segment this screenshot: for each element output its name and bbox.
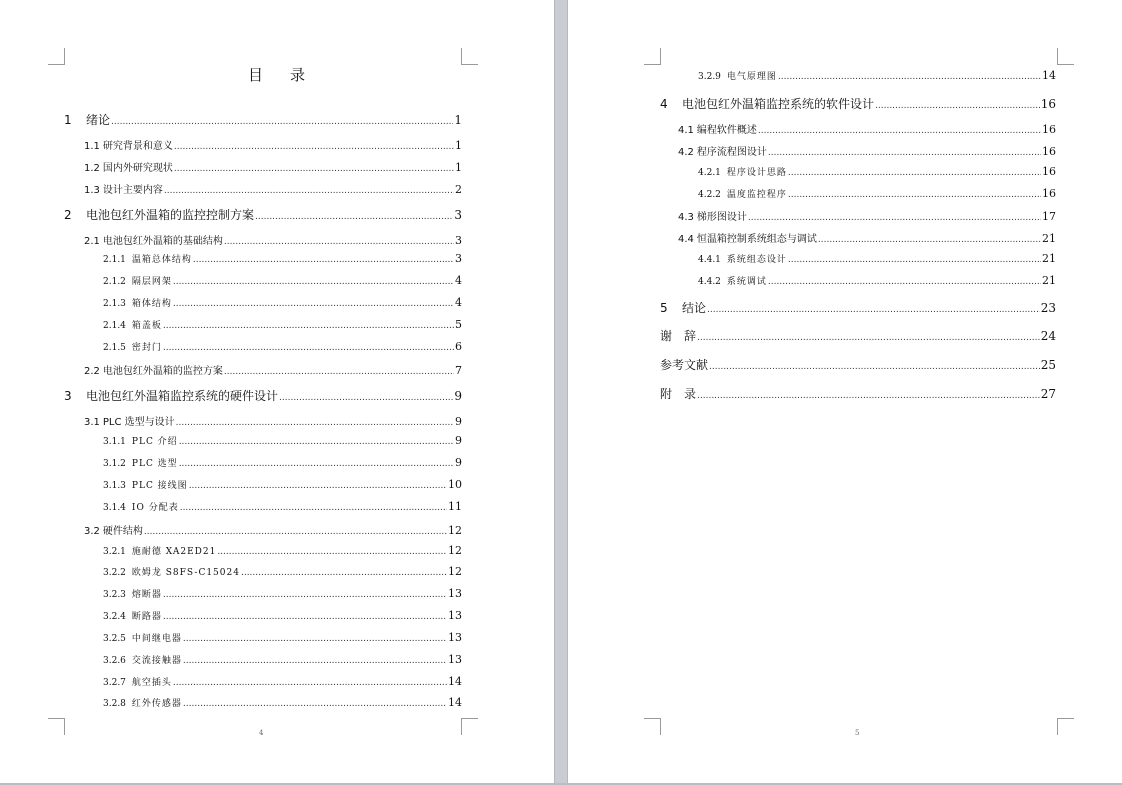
toc-dot-leader bbox=[707, 305, 1040, 315]
crop-mark-top-right bbox=[1057, 48, 1074, 65]
toc-dot-leader bbox=[173, 277, 454, 287]
toc-entry-title: 箱体结构 bbox=[131, 299, 172, 309]
toc-entry-title: 硬件结构 bbox=[102, 526, 143, 537]
toc-entry-page: 17 bbox=[1042, 210, 1056, 223]
toc-entry[interactable] bbox=[84, 137, 462, 152]
toc-entry-number: 4.2 bbox=[678, 147, 694, 158]
toc-entry-page: 13 bbox=[448, 609, 462, 622]
toc-entry[interactable] bbox=[64, 387, 462, 404]
toc-entry-page: 12 bbox=[448, 565, 462, 578]
toc-entry-page: 3 bbox=[455, 234, 462, 247]
toc-entry-title: 结论 bbox=[682, 301, 707, 315]
toc-dot-leader bbox=[697, 391, 1040, 401]
toc-entry-number: 3.2 bbox=[84, 526, 100, 537]
toc-entry-page: 4 bbox=[455, 274, 462, 287]
toc-entry-page: 12 bbox=[448, 544, 462, 557]
toc-entry-page: 21 bbox=[1042, 232, 1056, 245]
toc-entry[interactable] bbox=[103, 434, 462, 447]
toc-entry-title: 编程软件概述 bbox=[696, 125, 757, 136]
toc-dot-leader bbox=[255, 212, 453, 222]
crop-mark-bottom-left bbox=[644, 718, 661, 735]
toc-dot-leader bbox=[788, 255, 1041, 265]
toc-entry-number: 4.1 bbox=[678, 125, 694, 136]
toc-entry-title: 温度监控程序 bbox=[726, 190, 787, 200]
toc-entry-number: 4 bbox=[660, 97, 668, 111]
toc-entry[interactable] bbox=[103, 696, 462, 709]
toc-dot-leader bbox=[788, 190, 1041, 200]
toc-dot-leader bbox=[173, 678, 447, 688]
toc-entry-number: 4.4 bbox=[678, 234, 694, 245]
toc-entry-title: 恒温箱控制系统组态与调试 bbox=[696, 234, 817, 245]
toc-entry-page: 13 bbox=[448, 587, 462, 600]
toc-entry-number: 3.2.5 bbox=[103, 634, 126, 644]
toc-entry-page: 3 bbox=[454, 208, 462, 222]
toc-entry-page: 27 bbox=[1040, 387, 1056, 401]
toc-entry-title: 附 录 bbox=[660, 387, 697, 401]
toc-entry-number: 2.2 bbox=[84, 366, 100, 377]
toc-entry-page: 25 bbox=[1040, 358, 1056, 372]
toc-entry-number: 3.2.9 bbox=[698, 72, 721, 82]
toc-dot-leader bbox=[875, 101, 1040, 111]
toc-entry-number: 3.2.3 bbox=[103, 590, 126, 600]
toc-entry-page: 5 bbox=[455, 318, 462, 331]
toc-dot-leader bbox=[164, 186, 454, 196]
toc-entry-title: 密封门 bbox=[131, 343, 162, 353]
toc-entry[interactable] bbox=[84, 181, 462, 196]
crop-mark-bottom-right bbox=[1057, 718, 1074, 735]
toc-entry-title: 电池包红外温箱监控系统的软件设计 bbox=[682, 97, 875, 111]
toc-entry-title: 隔层网架 bbox=[131, 277, 172, 287]
toc-entry-number: 3.1.2 bbox=[103, 459, 126, 469]
toc-entry-page: 1 bbox=[455, 161, 462, 174]
toc-dot-leader bbox=[748, 213, 1041, 223]
toc-entry-title: 电池包红外温箱的基础结构 bbox=[102, 236, 223, 247]
toc-entry-number: 3.1 bbox=[84, 417, 100, 428]
toc-entry-title: 程序设计思路 bbox=[726, 168, 787, 178]
toc-entry-page: 3 bbox=[455, 252, 462, 265]
toc-entry-title: PLC 选型 bbox=[131, 459, 178, 469]
toc-entry-title: PLC 接线图 bbox=[131, 481, 188, 491]
toc-entry-number: 2.1.4 bbox=[103, 321, 126, 331]
toc-entry-number: 4.2.1 bbox=[698, 168, 721, 178]
toc-entry-page: 16 bbox=[1040, 97, 1056, 111]
toc-entry-number: 3.2.7 bbox=[103, 678, 126, 688]
toc-entry[interactable] bbox=[660, 327, 1056, 344]
toc-entry-title: 电气原理图 bbox=[726, 72, 777, 82]
toc-entry-number: 2.1 bbox=[84, 236, 100, 247]
toc-dot-leader bbox=[174, 142, 454, 152]
toc-entry[interactable] bbox=[103, 456, 462, 469]
toc-entry-number: 3.1.4 bbox=[103, 503, 126, 513]
toc-entry-number: 4.4.2 bbox=[698, 277, 721, 287]
toc-dot-leader bbox=[174, 164, 454, 174]
toc-entry-title: 航空插头 bbox=[131, 678, 172, 688]
toc-entry-title: 欧姆龙 S8FS-C15024 bbox=[131, 568, 240, 578]
toc-entry[interactable] bbox=[84, 522, 462, 537]
toc-entry[interactable] bbox=[84, 413, 462, 428]
page-number: 4 bbox=[259, 729, 264, 737]
toc-dot-leader bbox=[193, 255, 454, 265]
toc-dot-leader bbox=[778, 72, 1041, 82]
toc-dot-leader bbox=[163, 590, 447, 600]
toc-entry-page: 11 bbox=[448, 500, 462, 513]
toc-entry[interactable] bbox=[103, 565, 462, 578]
toc-dot-leader bbox=[180, 503, 447, 513]
page-number: 5 bbox=[855, 729, 860, 737]
toc-entry[interactable] bbox=[660, 356, 1056, 373]
document-page-right bbox=[568, 0, 1122, 783]
toc-entry-number: 1 bbox=[64, 113, 72, 127]
toc-dot-leader bbox=[179, 459, 454, 469]
toc-entry-title: 程序流程图设计 bbox=[696, 147, 767, 158]
toc-dot-leader bbox=[758, 126, 1041, 136]
toc-entry-number: 2 bbox=[64, 208, 72, 222]
toc-entry[interactable] bbox=[678, 143, 1056, 158]
toc-entry-number: 3 bbox=[64, 389, 72, 403]
crop-mark-top-left bbox=[48, 48, 65, 65]
toc-entry-title: 交流接触器 bbox=[131, 656, 182, 666]
toc-entry[interactable] bbox=[103, 653, 462, 666]
toc-entry-title: 谢 辞 bbox=[660, 329, 697, 343]
toc-entry-title: 断路器 bbox=[131, 612, 162, 622]
toc-entry-page: 24 bbox=[1040, 329, 1056, 343]
toc-entry-page: 9 bbox=[455, 415, 462, 428]
toc-dot-leader bbox=[224, 367, 454, 377]
toc-entry[interactable] bbox=[678, 230, 1056, 245]
toc-entry-page: 1 bbox=[454, 113, 462, 127]
toc-entry-title: 国内外研究现状 bbox=[102, 163, 173, 174]
toc-dot-leader bbox=[176, 418, 454, 428]
toc-entry-title: 温箱总体结构 bbox=[131, 255, 192, 265]
toc-entry[interactable] bbox=[660, 385, 1056, 402]
toc-entry[interactable] bbox=[103, 500, 462, 513]
toc-entry-page: 21 bbox=[1042, 252, 1056, 265]
toc-entry-title: 研究背景和意义 bbox=[102, 141, 173, 152]
toc-dot-leader bbox=[217, 547, 447, 557]
toc-entry-title: 电池包红外温箱的监控控制方案 bbox=[86, 208, 255, 222]
toc-entry[interactable] bbox=[103, 274, 462, 287]
toc-dot-leader bbox=[179, 437, 454, 447]
toc-entry-number: 3.2.8 bbox=[103, 699, 126, 709]
toc-entry[interactable] bbox=[103, 609, 462, 622]
toc-entry[interactable] bbox=[698, 69, 1056, 82]
toc-entry-title: PLC 介绍 bbox=[131, 437, 178, 447]
toc-entry-title: 梯形图设计 bbox=[696, 212, 747, 223]
toc-entry-number: 2.1.3 bbox=[103, 299, 126, 309]
toc-entry-number: 2.1.2 bbox=[103, 277, 126, 287]
toc-entry-page: 16 bbox=[1042, 123, 1056, 136]
toc-entry[interactable] bbox=[103, 318, 462, 331]
toc-entry[interactable] bbox=[84, 232, 462, 247]
toc-entry-number: 3.2.1 bbox=[103, 547, 126, 557]
toc-entry-title: IO 分配表 bbox=[131, 503, 179, 513]
toc-entry-number: 1.2 bbox=[84, 163, 100, 174]
toc-dot-leader bbox=[697, 333, 1040, 343]
toc-entry[interactable] bbox=[84, 362, 462, 377]
toc-dot-leader bbox=[163, 321, 454, 331]
toc-entry-title: 系统调试 bbox=[726, 277, 767, 287]
toc-entry[interactable] bbox=[660, 299, 1056, 316]
toc-entry[interactable] bbox=[103, 631, 462, 644]
toc-entry-page: 6 bbox=[455, 340, 462, 353]
toc-entry-title: 熔断器 bbox=[131, 590, 162, 600]
crop-mark-bottom-left bbox=[48, 718, 65, 735]
toc-entry-page: 9 bbox=[454, 389, 462, 403]
toc-entry-number: 4.3 bbox=[678, 212, 694, 223]
toc-dot-leader bbox=[279, 393, 453, 403]
toc-entry-title: 设计主要内容 bbox=[102, 185, 163, 196]
toc-entry-page: 9 bbox=[455, 456, 462, 469]
toc-entry-title: 电池包红外温箱监控系统的硬件设计 bbox=[86, 389, 279, 403]
toc-title bbox=[0, 64, 554, 85]
toc-entry[interactable] bbox=[103, 478, 462, 491]
toc-dot-leader bbox=[241, 568, 447, 578]
toc-entry-page: 10 bbox=[448, 478, 462, 491]
toc-entry-number: 3.2.6 bbox=[103, 656, 126, 666]
toc-dot-leader bbox=[183, 656, 447, 666]
toc-dot-leader bbox=[709, 362, 1040, 372]
document-page-left bbox=[0, 0, 554, 783]
toc-entry[interactable] bbox=[698, 187, 1056, 200]
toc-entry-title: 系统组态设计 bbox=[726, 255, 787, 265]
toc-entry-number: 4.2.2 bbox=[698, 190, 721, 200]
toc-entry-page: 16 bbox=[1042, 187, 1056, 200]
toc-entry-page: 4 bbox=[455, 296, 462, 309]
toc-dot-leader bbox=[224, 237, 454, 247]
toc-entry-page: 16 bbox=[1042, 145, 1056, 158]
toc-entry[interactable] bbox=[678, 121, 1056, 136]
toc-entry[interactable] bbox=[698, 274, 1056, 287]
toc-dot-leader bbox=[183, 634, 447, 644]
toc-entry[interactable] bbox=[64, 206, 462, 223]
toc-entry-page: 13 bbox=[448, 631, 462, 644]
toc-entry-page: 14 bbox=[448, 696, 462, 709]
toc-entry[interactable] bbox=[103, 252, 462, 265]
toc-entry[interactable] bbox=[103, 587, 462, 600]
toc-dot-leader bbox=[163, 612, 447, 622]
toc-dot-leader bbox=[183, 699, 447, 709]
toc-entry-page: 2 bbox=[455, 183, 462, 196]
toc-dot-leader bbox=[144, 527, 447, 537]
toc-entry-number: 5 bbox=[660, 301, 668, 315]
crop-mark-top-left bbox=[644, 48, 661, 65]
toc-entry-number: 4.4.1 bbox=[698, 255, 721, 265]
toc-entry-number: 3.2.2 bbox=[103, 568, 126, 578]
toc-title-char-2: 录 bbox=[290, 66, 307, 84]
toc-entry[interactable] bbox=[698, 252, 1056, 265]
toc-entry[interactable] bbox=[103, 340, 462, 353]
toc-entry-number: 3.2.4 bbox=[103, 612, 126, 622]
crop-mark-bottom-right bbox=[461, 718, 478, 735]
crop-mark-top-right bbox=[461, 48, 478, 65]
toc-entry[interactable] bbox=[103, 544, 462, 557]
toc-entry-page: 21 bbox=[1042, 274, 1056, 287]
toc-entry-number: 3.1.1 bbox=[103, 437, 126, 447]
toc-dot-leader bbox=[788, 168, 1041, 178]
toc-entry-page: 1 bbox=[455, 139, 462, 152]
toc-dot-leader bbox=[111, 117, 453, 127]
toc-entry-title: 红外传感器 bbox=[131, 699, 182, 709]
toc-entry-number: 1.3 bbox=[84, 185, 100, 196]
toc-dot-leader bbox=[768, 277, 1041, 287]
toc-entry-page: 23 bbox=[1040, 301, 1056, 315]
toc-entry-title: 参考文献 bbox=[660, 358, 709, 372]
toc-entry-page: 14 bbox=[1042, 69, 1056, 82]
toc-entry-page: 13 bbox=[448, 653, 462, 666]
toc-entry[interactable] bbox=[84, 159, 462, 174]
toc-entry-number: 3.1.3 bbox=[103, 481, 126, 491]
toc-entry[interactable] bbox=[660, 95, 1056, 112]
toc-dot-leader bbox=[189, 481, 447, 491]
page-gap bbox=[554, 0, 568, 785]
toc-entry[interactable] bbox=[698, 165, 1056, 178]
toc-entry-page: 14 bbox=[448, 675, 462, 688]
toc-entry-title: 中间继电器 bbox=[131, 634, 182, 644]
toc-title-char-1: 目 bbox=[247, 66, 264, 84]
toc-entry[interactable] bbox=[103, 296, 462, 309]
toc-entry-title: PLC 选型与设计 bbox=[102, 417, 175, 428]
toc-entry[interactable] bbox=[64, 111, 462, 128]
toc-entry-page: 16 bbox=[1042, 165, 1056, 178]
toc-dot-leader bbox=[768, 148, 1041, 158]
toc-entry-title: 箱盖板 bbox=[131, 321, 162, 331]
toc-entry-page: 9 bbox=[455, 434, 462, 447]
toc-dot-leader bbox=[173, 299, 454, 309]
toc-entry-page: 12 bbox=[448, 524, 462, 537]
toc-entry-title: 电池包红外温箱的监控方案 bbox=[102, 366, 223, 377]
toc-entry-title: 施耐德 XA2ED21 bbox=[131, 547, 217, 557]
toc-entry[interactable] bbox=[103, 675, 462, 688]
toc-dot-leader bbox=[163, 343, 454, 353]
toc-entry-number: 1.1 bbox=[84, 141, 100, 152]
toc-entry-number: 2.1.5 bbox=[103, 343, 126, 353]
toc-entry-title: 绪论 bbox=[86, 113, 111, 127]
toc-entry-page: 7 bbox=[455, 364, 462, 377]
toc-entry[interactable] bbox=[678, 208, 1056, 223]
toc-dot-leader bbox=[818, 235, 1041, 245]
toc-entry-number: 2.1.1 bbox=[103, 255, 126, 265]
